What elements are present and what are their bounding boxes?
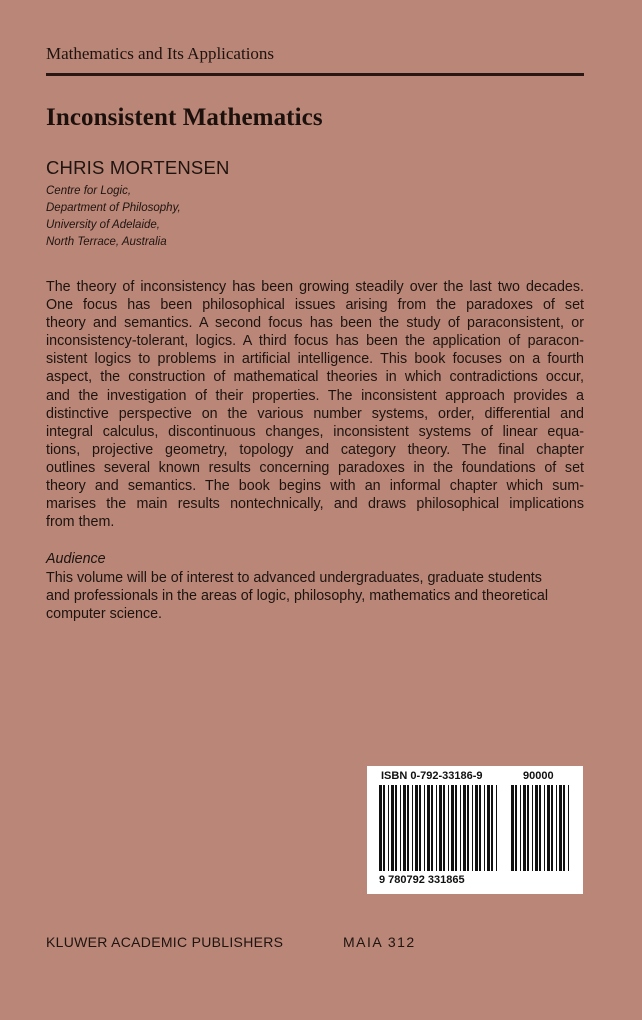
description-line: theory and semantics. The book begins with an informal chapter which sum- xyxy=(46,478,584,495)
book-title: Inconsistent Mathematics xyxy=(46,104,323,131)
book-description xyxy=(46,278,584,531)
description-line: integral calculus, discontinuous changes, inconsistent systems of linear equa- xyxy=(46,423,584,440)
description-line: sistent logics to problems in artificial intelligence. This book focuses on a fourth xyxy=(46,351,584,368)
description-line: tions, projective geometry, topology and category theory. The final chapter xyxy=(46,441,584,458)
isbn-barcode xyxy=(367,766,583,894)
price-code: 90000 xyxy=(523,770,554,782)
audience-line: and professionals in the areas of logic, philosophy, mathematics and theoretical xyxy=(46,588,549,605)
description-line: and the investigation of their properties. The inconsistent approach provides a xyxy=(46,387,584,404)
audience-description xyxy=(46,569,584,623)
header-rule xyxy=(46,73,584,76)
description-line: inconsistency-tolerant, logics. A third focus has been the application of paracon- xyxy=(46,333,584,350)
series-title: Mathematics and Its Applications xyxy=(46,44,275,63)
author-affiliation xyxy=(46,183,181,251)
affiliation-line: Centre for Logic, xyxy=(46,185,132,197)
description-line: One focus has been philosophical issues arising from the paradoxes of set xyxy=(46,297,584,314)
description-line: aspect, the construction of mathematical theories in which contradictions occur, xyxy=(46,369,584,386)
isbn-number: ISBN 0-792-33186-9 xyxy=(381,770,483,782)
description-line: distinctive perspective on the various number systems, order, differential and xyxy=(46,405,584,422)
audience-line: This volume will be of interest to advanced undergraduates, graduate students xyxy=(46,570,542,586)
series-code: MAIA 312 xyxy=(343,934,416,950)
author-name: CHRIS MORTENSEN xyxy=(46,157,230,178)
description-line: marises the main results nontechnically, and draws philosophical implications xyxy=(46,496,584,513)
description-line: outlines several known results concerning paradoxes in the foundations of set xyxy=(46,459,584,476)
description-line: The theory of inconsistency has been growing steadily over the last two decades. xyxy=(46,279,584,295)
affiliation-line: Department of Philosophy, xyxy=(46,202,181,214)
affiliation-line: University of Adelaide, xyxy=(46,219,160,231)
publisher-name: KLUWER ACADEMIC PUBLISHERS xyxy=(46,934,284,950)
barcode-bars xyxy=(379,785,573,873)
audience-line: computer science. xyxy=(46,606,163,623)
description-line: theory and semantics. A second focus has been the study of paraconsistent, or xyxy=(46,315,584,332)
description-line: from them. xyxy=(46,514,115,531)
affiliation-line: North Terrace, Australia xyxy=(46,236,167,248)
ean-digits: 9 780792 331865 xyxy=(379,874,465,886)
audience-heading: Audience xyxy=(46,551,106,567)
